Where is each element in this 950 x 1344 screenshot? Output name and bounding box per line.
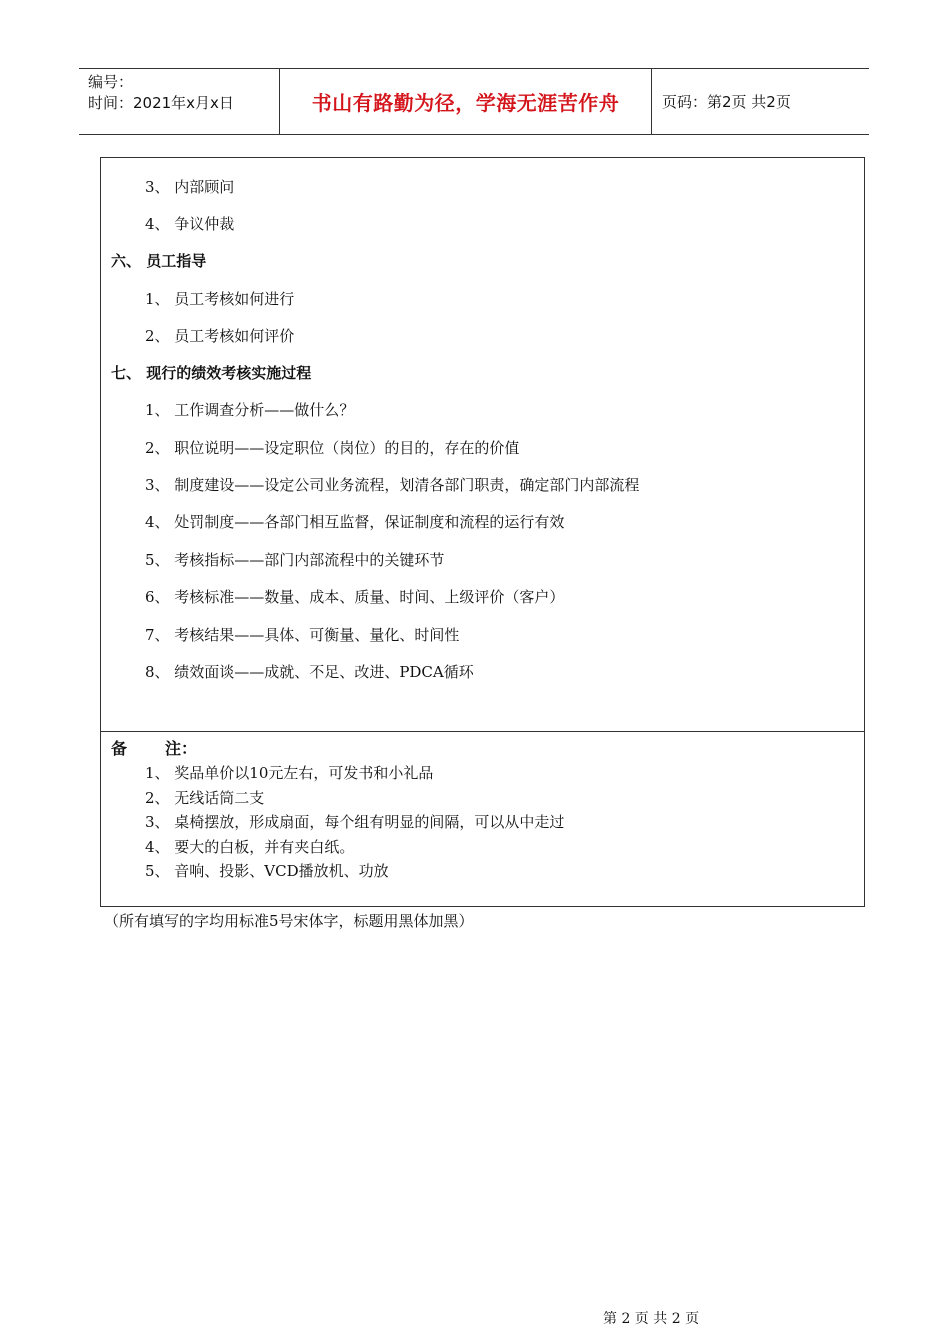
content-box — [100, 157, 865, 732]
section-heading: 七、 现行的绩效考核实施过程 — [111, 364, 312, 382]
list-item: 7、 考核结果——具体、可衡量、量化、时间性 — [145, 626, 460, 644]
notes-box — [100, 731, 865, 907]
list-item: 2、 职位说明——设定职位（岗位）的目的，存在的价值 — [145, 439, 520, 457]
list-item: 8、 绩效面谈——成就、不足、改进、PDCA循环 — [145, 663, 474, 681]
header-meta — [79, 69, 280, 134]
page-footer: 第 2 页 共 2 页 — [603, 1311, 700, 1327]
list-item: 3、 制度建设——设定公司业务流程，划清各部门职责，确定部门内部流程 — [145, 476, 640, 494]
list-item: 4、 处罚制度——各部门相互监督，保证制度和流程的运行有效 — [145, 513, 565, 531]
note-item: 1、 奖品单价以10元左右，可发书和小礼品 — [145, 764, 434, 782]
list-item: 2、 员工考核如何评价 — [145, 327, 295, 345]
header-motto-cell — [280, 69, 652, 134]
page-header — [79, 68, 869, 135]
note-item: 2、 无线话筒二支 — [145, 789, 265, 807]
header-page-cell — [652, 69, 869, 134]
header-page-info: 页码：第2页 共2页 — [662, 93, 791, 111]
notes-title-part2: 注： — [165, 739, 198, 758]
notes-title-part1: 备 — [111, 739, 128, 758]
list-item: 1、 员工考核如何进行 — [145, 290, 295, 308]
list-item: 6、 考核标准——数量、成本、质量、时间、上级评价（客户） — [145, 588, 565, 606]
list-item: 4、 争议仲裁 — [145, 215, 235, 233]
list-item: 1、 工作调查分析——做什么？ — [145, 401, 355, 419]
header-motto: 书山有路勤为径，学海无涯苦作舟 — [311, 91, 620, 115]
note-item: 4、 要大的白板，并有夹白纸。 — [145, 838, 355, 856]
section-heading: 六、 员工指导 — [111, 252, 207, 270]
document-date: 时间：2021年x月x日 — [88, 94, 234, 112]
list-item: 5、 考核指标——部门内部流程中的关键环节 — [145, 551, 445, 569]
notes-title — [111, 736, 197, 759]
list-item: 3、 内部顾问 — [145, 178, 235, 196]
footnote: （所有填写的字均用标准5号宋体字，标题用黑体加黑） — [104, 912, 474, 930]
document-number-label: 编号： — [88, 73, 134, 91]
note-item: 3、 桌椅摆放，形成扇面，每个组有明显的间隔，可以从中走过 — [145, 813, 565, 831]
note-item: 5、 音响、投影、VCD播放机、功放 — [145, 862, 389, 880]
